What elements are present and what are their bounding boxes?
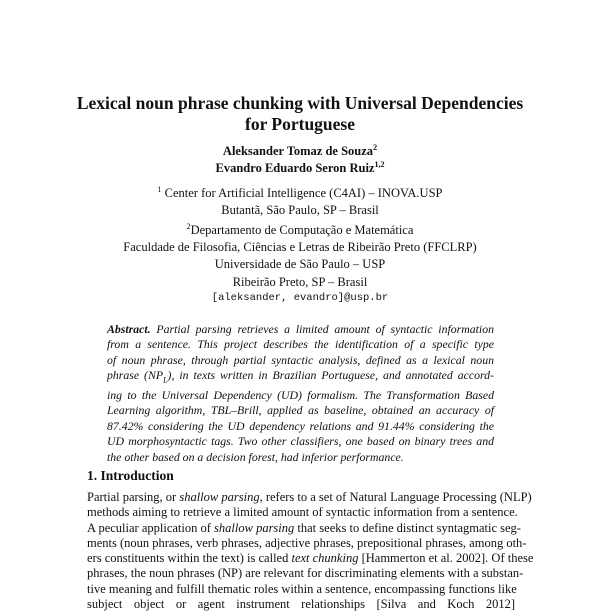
np-subscript: L [163,375,168,385]
author-2-affil-mark: 1,2 [374,159,385,169]
body-line: ments (noun phrases, verb phrases, adjective phrases, prepositional phrases, among oth- [87,535,527,550]
title-line-2: for Portuguese [245,114,355,134]
term-text-chunking: text chunking [291,551,359,566]
author-1 [60,143,540,160]
affiliation-2-name: Departamento de Computação e Matemática [190,223,414,237]
abstract-line: of noun phrase, through partial syntactic analysis, defined as a lexical noun [107,352,494,367]
affiliation-1 [40,185,560,219]
affiliation-1-name: Center for Artificial Intelligence (C4AI) – INOVA.USP [164,186,443,200]
body-line [87,551,534,566]
abstract-text: ), in texts written in Brazilian Portuguese, and annotated accord- [167,368,494,383]
citation-hammerton: [Hammerton et al. 2002]. Of these [358,551,534,566]
body-line: methods aiming to retrieve a limited amount of syntactic information from a sentence. [87,505,518,520]
affiliation-1-line-2: Butantã, São Paulo, SP – Brasil [221,203,379,218]
body-line: tive meaning and fulfill thematic roles within a sentence, encompassing functions like [87,581,517,596]
author-2 [60,160,540,177]
abstract-line: 87.42% considering the UD dependency relations and 91.44% considering the [107,418,494,433]
affiliation-2 [40,222,560,291]
abstract-line: ing to the Universal Dependency (UD) formalism. The Transformation Based [107,387,494,402]
section-heading-introduction: 1. Introduction [87,468,174,483]
author-1-affil-mark: 2 [373,142,378,152]
abstract-line: Learning algorithm, TBL–Brill, applied as baseline, obtained an accuracy of [107,403,494,418]
abstract-line [107,368,494,388]
introduction-body [87,490,534,612]
abstract-text: phrase (NP [107,368,164,383]
affiliation-2-line-2: Faculdade de Filosofia, Ciências e Letras de Ribeirão Preto (FFCLRP) [123,240,477,255]
body-line: phrases, the noun phrases (NP) are relevant for discriminating elements with a substan- [87,566,524,581]
abstract [107,322,494,465]
body-text: ers constituents within the text) is called [87,551,292,566]
abstract-text: Partial parsing retrieves a limited amount of syntactic information [156,322,495,336]
affiliation-2-line-4: Ribeirão Preto, SP – Brasil [232,274,368,289]
author-list [60,143,540,177]
term-shallow-parsing: shallow parsing [179,490,260,504]
body-text: , refers to a set of Natural Language Processing (NLP) [259,490,532,504]
affiliation-2-line-1 [40,222,560,239]
affiliation-1-mark: 1 [157,184,162,194]
author-1-name: Aleksander Tomaz de Souza [222,144,374,158]
author-2-name: Evandro Eduardo Seron Ruiz [215,161,375,175]
abstract-line: UD morphosyntactic tags. Two other classifiers, one based on binary trees and [107,434,494,449]
body-text: that seeks to define distinct syntagmatic seg- [294,520,521,535]
abstract-line [107,322,494,337]
affiliation-1-line-1 [40,185,560,202]
abstract-line: the other based on a decision forest, had inferior performance. [107,449,404,464]
title-line-1: Lexical noun phrase chunking with Universal Dependencies [76,93,524,113]
term-shallow-parsing: shallow parsing [214,520,295,535]
contact-email[interactable]: [aleksander, evandro]@usp.br [211,292,389,304]
abstract-line: from a sentence. This project describes the identification of a specific type [107,337,494,352]
affiliation-2-line-3: Universidade de São Paulo – USP [214,257,386,272]
body-text: A peculiar application of [87,520,215,535]
paper-title [60,93,540,135]
body-text: Partial parsing, or [87,490,180,504]
body-line [87,520,521,536]
abstract-label: Abstract. [107,322,151,336]
affiliation-2-mark: 2 [186,221,191,231]
body-line [87,490,532,505]
body-line: subject object or agent instrument relationships [Silva and Koch 2012] [87,597,515,612]
